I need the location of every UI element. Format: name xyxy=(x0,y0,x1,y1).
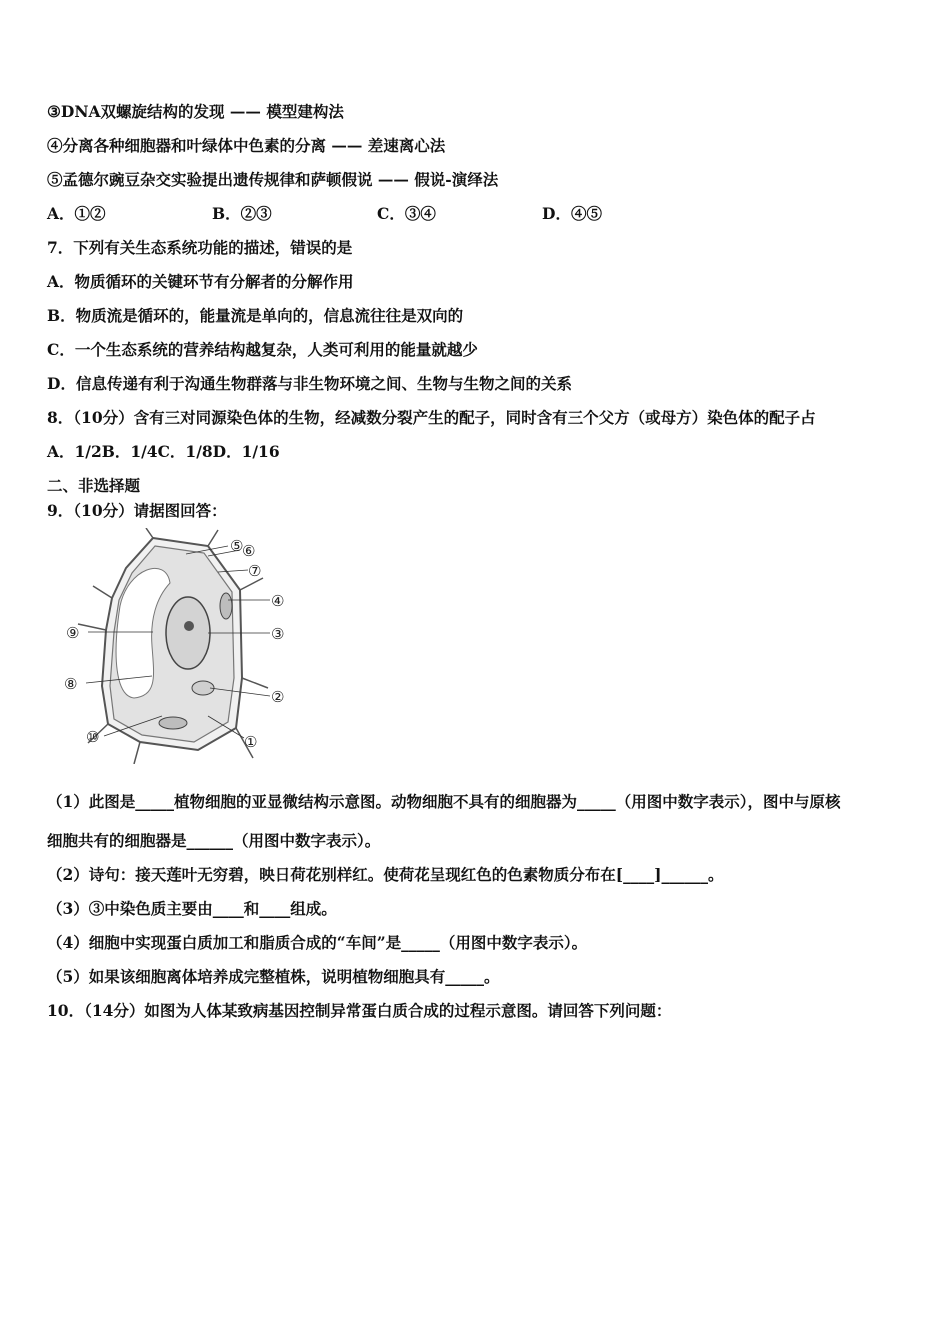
question-8-options: A．1/2B．1/4C．1/8D．1/16 xyxy=(47,442,280,461)
question-9-part-5: （5）如果该细胞离体培养成完整植株，说明植物细胞具有_____。 xyxy=(47,967,500,986)
question-9-part-1a: （1）此图是_____植物细胞的亚显微结构示意图。动物细胞不具有的细胞器为_____（用图中数字表示），图中与原核 xyxy=(47,792,841,811)
label-6: ⑥ xyxy=(242,542,256,560)
label-3: ③ xyxy=(271,625,285,643)
plant-cell-diagram xyxy=(58,528,308,764)
question-10: 10．（14分）如图为人体某致病基因控制异常蛋白质合成的过程示意图。请回答下列问题： xyxy=(47,1001,672,1020)
label-9: ⑨ xyxy=(66,624,80,642)
q6-option-a: A．①② xyxy=(47,204,106,223)
section-heading: 二、非选择题 xyxy=(47,476,141,495)
question-8: 8．（10分）含有三对同源染色体的生物，经减数分裂产生的配子，同时含有三个父方（或母方）染色体的配子占 xyxy=(47,408,816,427)
label-4: ④ xyxy=(271,592,285,610)
label-10: ⑩ xyxy=(86,728,100,746)
question-7: 7．下列有关生态系统功能的描述，错误的是 xyxy=(47,238,353,257)
label-7: ⑦ xyxy=(248,562,262,580)
question-7-option-a: A．物质循环的关键环节有分解者的分解作用 xyxy=(47,272,354,291)
question-9: 9．（10分）请据图回答： xyxy=(47,501,227,520)
line-item-5: ⑤孟德尔豌豆杂交实验提出遗传规律和萨顿假说 —— 假说-演绎法 xyxy=(47,170,499,189)
label-2: ② xyxy=(271,688,285,706)
line-item-3: ③DNA双螺旋结构的发现 —— 模型建构法 xyxy=(47,102,344,121)
label-8: ⑧ xyxy=(64,675,78,693)
label-1: ① xyxy=(244,733,258,751)
q6-option-d: D．④⑤ xyxy=(542,204,602,223)
question-7-option-b: B．物质流是循环的，能量流是单向的，信息流往往是双向的 xyxy=(47,306,464,325)
question-7-option-d: D．信息传递有利于沟通生物群落与非生物环境之间、生物与生物之间的关系 xyxy=(47,374,572,393)
question-9-part-3: （3）③中染色质主要由____和____组成。 xyxy=(47,899,337,918)
label-5: ⑤ xyxy=(230,537,244,555)
question-9-part-2: （2）诗句：接天莲叶无穷碧，映日荷花别样红。使荷花呈现红色的色素物质分布在[____]______。 xyxy=(47,865,724,884)
q6-option-c: C．③④ xyxy=(377,204,436,223)
question-9-part-4: （4）细胞中实现蛋白质加工和脂质合成的“车间”是_____（用图中数字表示）。 xyxy=(47,933,588,952)
question-7-option-c: C．一个生态系统的营养结构越复杂，人类可利用的能量就越少 xyxy=(47,340,478,359)
q6-option-b: B．②③ xyxy=(212,204,272,223)
question-9-part-1b: 细胞共有的细胞器是______（用图中数字表示）。 xyxy=(47,831,381,850)
line-item-4: ④分离各种细胞器和叶绿体中色素的分离 —— 差速离心法 xyxy=(47,136,446,155)
